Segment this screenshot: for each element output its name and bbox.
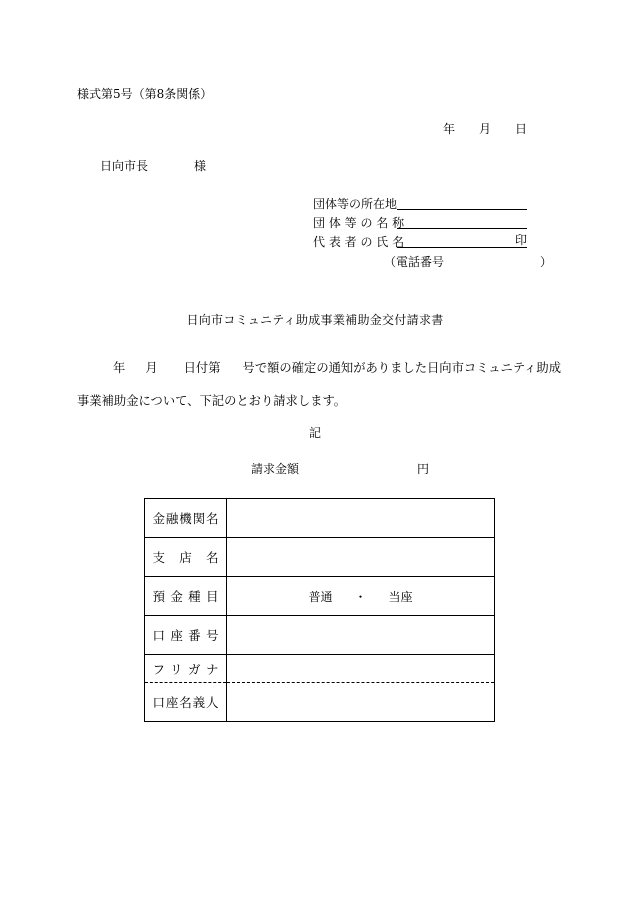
applicant-name-row: [313, 216, 527, 230]
bank-name-cell[interactable]: [227, 499, 495, 538]
seal-mark: 印: [514, 233, 527, 247]
body-text: 号で額の確定の通知がありました日向市コミュニティ助成事業補助金について、下記のとおり請求します。: [77, 361, 562, 408]
table-row: [145, 616, 495, 655]
body-dated: 日付第: [183, 361, 221, 375]
ki-heading: 記: [308, 426, 321, 440]
account-number-cell[interactable]: [227, 616, 495, 655]
phone-close: ）: [540, 255, 553, 269]
deposit-option-ordinary[interactable]: 普通: [308, 589, 333, 604]
table-row: [145, 499, 495, 538]
furigana-header: フリガナ: [145, 655, 227, 683]
applicant-address-field[interactable]: [397, 197, 527, 210]
deposit-type-cell[interactable]: [227, 577, 495, 616]
form-number: 様式第5号（第8条関係）: [77, 87, 213, 101]
document-title: 日向市コミュニティ助成事業補助金交付請求書: [186, 313, 444, 327]
applicant-address-label: 団体等の所在地: [313, 197, 398, 211]
addressee: [100, 160, 206, 172]
date-row: [443, 123, 527, 135]
branch-name-header: 支店名: [145, 538, 227, 577]
amount-label: 請求金額: [251, 462, 300, 476]
representative-row: [313, 235, 527, 249]
branch-name-cell[interactable]: [227, 538, 495, 577]
date-day-label: 日: [515, 122, 528, 136]
date-year-label: 年: [443, 122, 456, 136]
body-month: 月: [145, 361, 158, 375]
honorific: 様: [194, 159, 207, 173]
table-row: [145, 577, 495, 616]
furigana-cell[interactable]: [227, 655, 495, 683]
phone-row: [384, 256, 552, 268]
amount-unit: 円: [417, 462, 430, 476]
applicant-address-row: [313, 197, 527, 211]
addressee-name: 日向市長: [100, 159, 149, 173]
request-body: [77, 352, 567, 418]
account-holder-cell[interactable]: [227, 683, 495, 722]
amount-row: [251, 463, 429, 475]
applicant-name-label: 団 体 等 の 名 称: [313, 216, 405, 230]
deposit-separator: ・: [354, 589, 367, 604]
table-row: [145, 538, 495, 577]
date-month-label: 月: [479, 122, 492, 136]
phone-label: （電話番号: [384, 255, 445, 269]
bank-account-table: [144, 498, 495, 722]
table-row: [145, 683, 495, 722]
account-number-header: 口座番号: [145, 616, 227, 655]
representative-label: 代 表 者 の 氏 名: [313, 235, 405, 249]
representative-field[interactable]: [397, 235, 527, 248]
table-row: [145, 655, 495, 683]
body-year: 年: [113, 361, 126, 375]
applicant-name-field[interactable]: [397, 216, 527, 229]
deposit-type-header: 預金種目: [145, 577, 227, 616]
deposit-option-current[interactable]: 当座: [388, 589, 413, 604]
bank-name-header: 金融機関名: [145, 499, 227, 538]
account-holder-header: 口座名義人: [145, 683, 227, 722]
